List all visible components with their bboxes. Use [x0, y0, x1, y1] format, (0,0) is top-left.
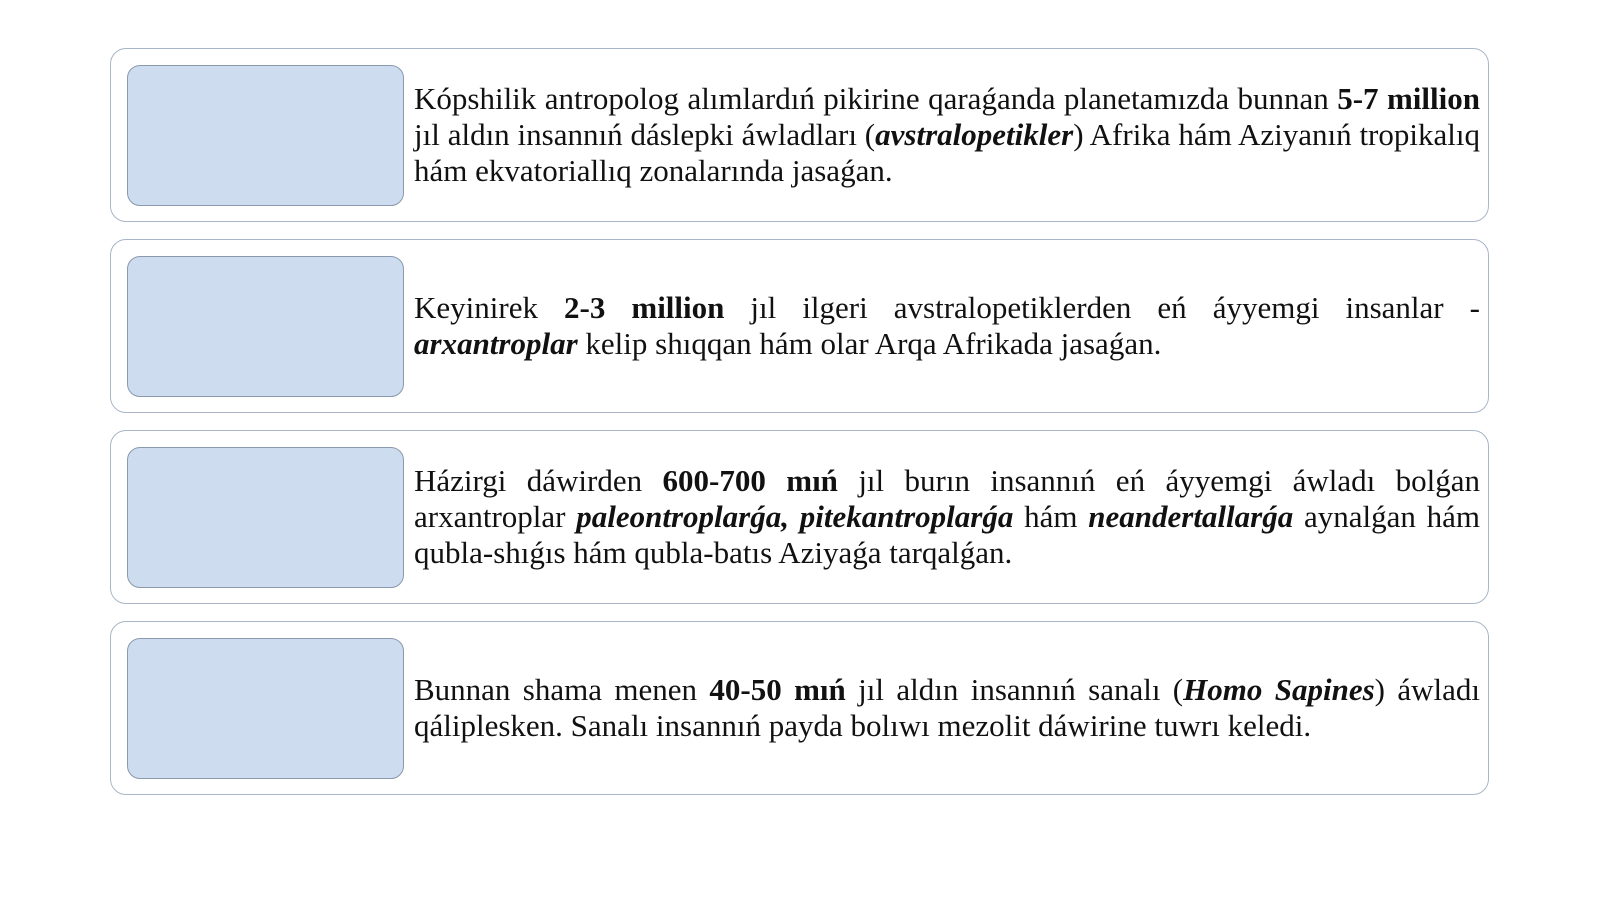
paragraph-1 — [414, 81, 1480, 189]
text-segment: ) áwladı qáliplesken. Sanalı insannıń payda bolıwı mezolit dáwirine tuwrı keledi. — [414, 672, 1480, 743]
text-segment: jıl aldın insannıń sanalı ( — [845, 672, 1184, 707]
info-card-3 — [110, 430, 1489, 604]
paragraph-2 — [414, 290, 1480, 362]
text-segment: aynalǵan hám qubla-shıǵıs hám qubla-batıs Aziyaǵa tarqalǵan. — [414, 499, 1481, 570]
text-segment: Keyinirek — [414, 290, 564, 325]
card-text-1 — [414, 49, 1480, 221]
text-segment: Házirgi dáwirden — [414, 463, 663, 498]
text-segment: jıl ilgeri avstralopetiklerden eń áyyemgi insanlar - — [724, 290, 1480, 325]
card-text-3 — [414, 431, 1480, 603]
card-text-2 — [414, 240, 1480, 412]
text-segment: hám — [1013, 499, 1089, 534]
text-segment: jıl aldın insannıń dáslepki áwladları ( — [414, 117, 876, 152]
info-card-1 — [110, 48, 1489, 222]
text-segment: Bunnan shama menen — [414, 672, 710, 707]
text-segment: jıl burın insannıń eń áyyemgi áwladı bolǵan arxantroplar — [414, 463, 1480, 534]
image-placeholder-4 — [127, 638, 404, 779]
bold-italic-term: Homo Sapines — [1183, 672, 1375, 707]
bold-italic-term: neandertallarǵa — [1088, 499, 1294, 534]
image-placeholder-1 — [127, 65, 404, 206]
bold-figure: 2-3 million — [564, 290, 725, 325]
bold-figure: 600-700 mıń — [662, 463, 838, 498]
image-placeholder-2 — [127, 256, 404, 397]
text-segment: Kópshilik antropolog alımlardıń pikirine qaraǵanda planetamızda bunnan — [414, 81, 1338, 116]
bold-italic-term: avstralopetikler — [875, 117, 1074, 152]
bold-figure: 40-50 mıń — [709, 672, 846, 707]
bold-italic-term: paleontroplarǵa, pitekantroplarǵa — [576, 499, 1014, 534]
paragraph-3 — [414, 463, 1480, 571]
bold-figure: 5-7 million — [1337, 81, 1480, 116]
paragraph-4 — [414, 672, 1480, 744]
bold-italic-term: arxantroplar — [414, 326, 578, 361]
info-card-2 — [110, 239, 1489, 413]
image-placeholder-3 — [127, 447, 404, 588]
info-card-4 — [110, 621, 1489, 795]
text-segment: ) Afrika hám Aziyanıń tropikalıq hám ekvatoriallıq zonalarında jasaǵan. — [414, 117, 1480, 188]
card-text-4 — [414, 622, 1480, 794]
text-segment: kelip shıqqan hám olar Arqa Afrikada jasaǵan. — [577, 326, 1162, 361]
